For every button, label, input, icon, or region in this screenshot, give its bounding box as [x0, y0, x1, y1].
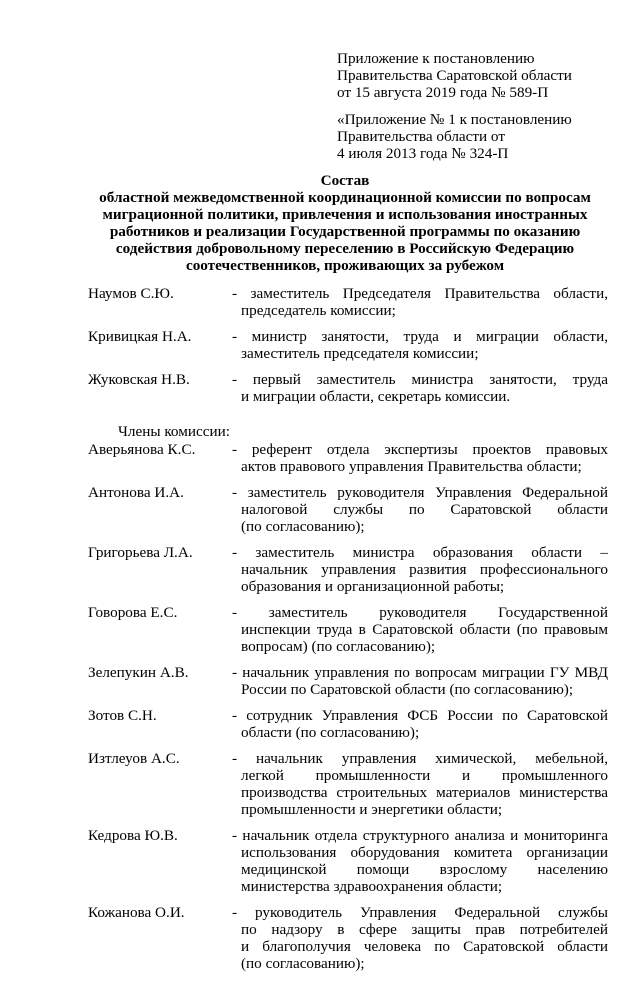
- member-name: Жуковская Н.В.: [88, 371, 190, 388]
- member-role: [232, 328, 608, 362]
- title-line: содействия добровольному переселению в Российскую Федерацию: [115, 240, 575, 257]
- member-row: [0, 707, 640, 741]
- title-heading: Состав: [320, 172, 370, 189]
- member-role: [232, 484, 608, 535]
- appendix-block: [337, 50, 597, 162]
- member-role-line: налоговой службы по Саратовской области: [241, 501, 608, 518]
- member-role: [232, 544, 608, 595]
- member-role-line: - сотрудник Управления ФСБ России по Саратовской: [232, 707, 608, 724]
- member-role-line: начальник управления развития профессионального: [241, 561, 608, 578]
- member-row: [0, 604, 640, 655]
- member-role-line: - первый заместитель министра занятости, труда: [232, 371, 608, 388]
- member-role-line: легкой промышленности и промышленного: [241, 767, 608, 784]
- member-role-line: - заместитель руководителя Управления Федеральной: [232, 484, 608, 501]
- member-role-line: и миграции области, секретарь комиссии.: [241, 388, 511, 405]
- member-role-line: - начальник отдела структурного анализа и мониторинга: [232, 827, 608, 844]
- member-role-line: министерства здравоохранения области;: [241, 878, 503, 895]
- member-row: [0, 904, 640, 972]
- appendix-line: Правительства области от: [337, 128, 505, 145]
- member-role-line: актов правового управления Правительства области;: [241, 458, 582, 475]
- member-role: [232, 604, 608, 655]
- member-name: Наумов С.Ю.: [88, 285, 174, 302]
- member-role-line: образования и организационной работы;: [241, 578, 505, 595]
- member-row: [0, 750, 640, 818]
- title-line: соотечественников, проживающих за рубежом: [185, 257, 505, 274]
- title-line: областной межведомственной координационной комиссии по вопросам: [99, 189, 591, 206]
- member-row: [0, 328, 640, 362]
- member-name: Изтлеуов А.С.: [88, 750, 180, 767]
- member-name: Кожанова О.И.: [88, 904, 185, 921]
- member-role: [232, 750, 608, 818]
- member-role-line: - начальник управления по вопросам миграции ГУ МВД: [232, 664, 608, 681]
- appendix-line: от 15 августа 2019 года № 589-П: [337, 84, 549, 101]
- member-name: Антонова И.А.: [88, 484, 184, 501]
- member-row: [0, 664, 640, 698]
- member-role-line: председатель комиссии;: [241, 302, 396, 319]
- member-role-line: России по Саратовской области (по согласованию);: [241, 681, 574, 698]
- member-role-line: вопросам) (по согласованию);: [241, 638, 436, 655]
- member-row: [0, 441, 640, 475]
- member-row: [0, 484, 640, 535]
- member-name: Зелепукин А.В.: [88, 664, 189, 681]
- member-role-line: - заместитель министра образования области –: [232, 544, 608, 561]
- members-list: [0, 441, 640, 972]
- member-role-line: - заместитель руководителя Государственной: [232, 604, 608, 621]
- document-title: [60, 172, 630, 274]
- member-role-line: использования оборудования комитета организации: [241, 844, 608, 861]
- title-line: миграционной политики, привлечения и использования иностранных: [102, 206, 588, 223]
- member-role-line: - начальник управления химической, мебельной,: [232, 750, 608, 767]
- member-role-line: области (по согласованию);: [241, 724, 420, 741]
- member-role-line: промышленности и энергетики области;: [241, 801, 503, 818]
- member-name: Зотов С.Н.: [88, 707, 157, 724]
- leaders-list: [0, 285, 640, 405]
- member-role-line: заместитель председателя комиссии;: [241, 345, 479, 362]
- member-role-line: - референт отдела экспертизы проектов правовых: [232, 441, 608, 458]
- members-heading: Члены комиссии:: [118, 423, 230, 440]
- member-name: Аверьянова К.С.: [88, 441, 196, 458]
- member-role-line: инспекции труда в Саратовской области (по правовым: [241, 621, 608, 638]
- member-role-line: медицинской помощи взрослому населению: [241, 861, 608, 878]
- member-role: [232, 707, 608, 741]
- member-role: [232, 827, 608, 895]
- member-row: [0, 827, 640, 895]
- member-role-line: по надзору в сфере защиты прав потребителей: [241, 921, 608, 938]
- member-role-line: производства строительных материалов министерства: [241, 784, 608, 801]
- member-role-line: и благополучия человека по Саратовской области: [241, 938, 608, 955]
- member-role-line: (по согласованию);: [241, 955, 365, 972]
- appendix-line: Приложение к постановлению: [337, 50, 535, 67]
- member-role: [232, 285, 608, 319]
- member-role-line: - министр занятости, труда и миграции области,: [232, 328, 608, 345]
- title-line: работников и реализации Государственной программы по оказанию: [109, 223, 581, 240]
- member-role-line: - руководитель Управления Федеральной службы: [232, 904, 608, 921]
- member-role-line: (по согласованию);: [241, 518, 365, 535]
- member-name: Кривицкая Н.А.: [88, 328, 192, 345]
- member-role: [232, 904, 608, 972]
- member-row: [0, 285, 640, 319]
- member-name: Говорова Е.С.: [88, 604, 178, 621]
- appendix-line: Правительства Саратовской области: [337, 67, 572, 84]
- member-role: [232, 664, 608, 698]
- member-row: [0, 371, 640, 405]
- appendix-line: 4 июля 2013 года № 324-П: [337, 145, 509, 162]
- commission-list: [0, 285, 640, 981]
- member-role: [232, 371, 608, 405]
- member-row: [0, 544, 640, 595]
- member-role: [232, 441, 608, 475]
- member-role-line: - заместитель Председателя Правительства области,: [232, 285, 608, 302]
- appendix-line: «Приложение № 1 к постановлению: [337, 111, 572, 128]
- member-name: Григорьева Л.А.: [88, 544, 193, 561]
- member-name: Кедрова Ю.В.: [88, 827, 178, 844]
